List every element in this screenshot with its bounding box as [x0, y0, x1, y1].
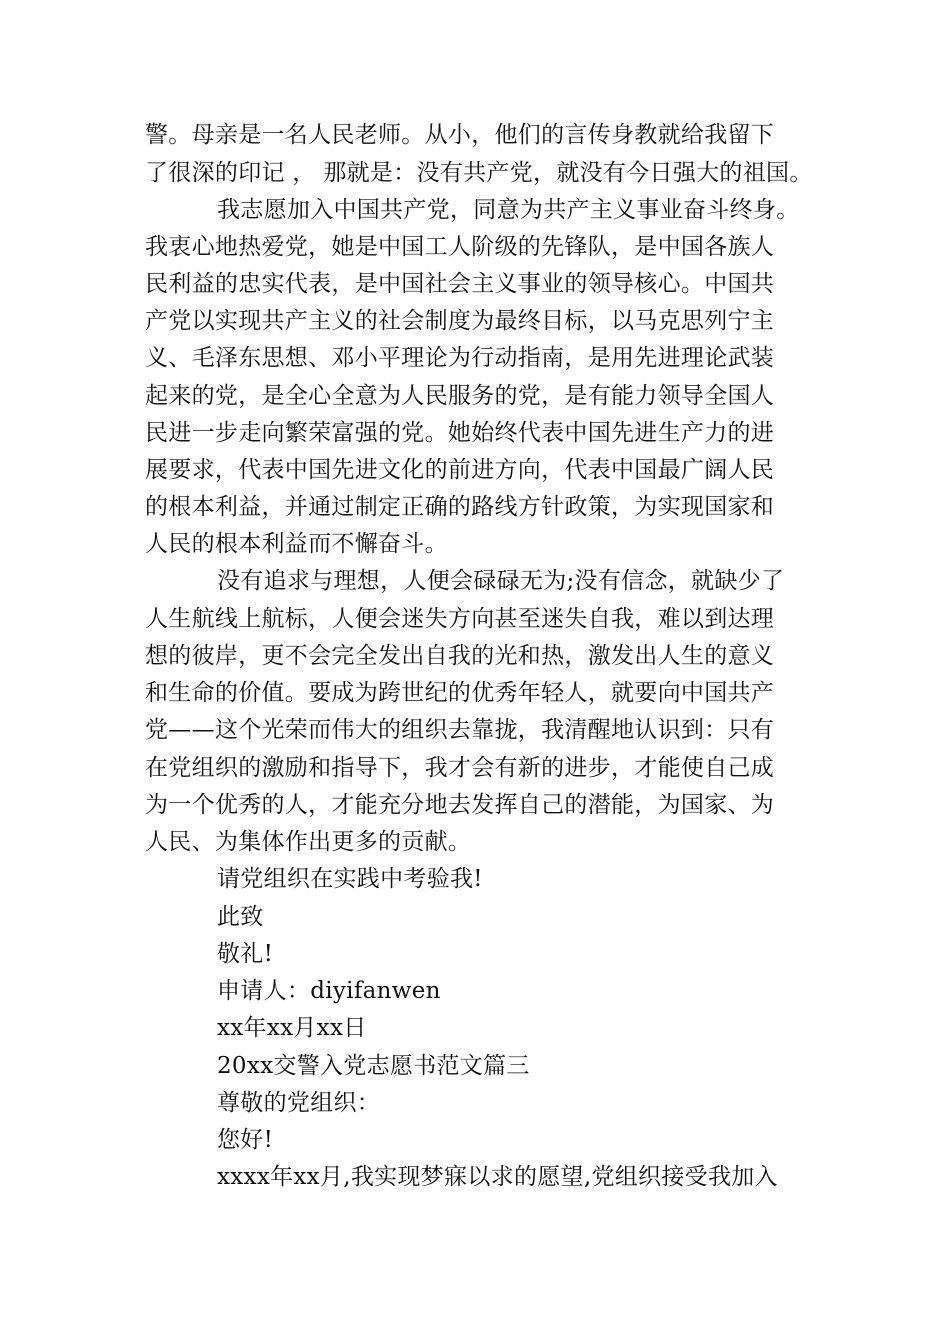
- text-line: xxxx年xx月,我实现梦寐以求的愿望,党组织接受我加入: [217, 1164, 778, 1190]
- text-line: 的根本利益，并通过制定正确的路线方针政策，为实现国家和: [145, 494, 775, 520]
- text-line: 展要求，代表中国先进文化的前进方向，代表中国最广阔人民: [145, 457, 775, 483]
- text-line: 党——这个光荣而伟大的组织去靠拢，我清醒地认识到：只有: [145, 717, 775, 743]
- text-line: 起来的党，是全心全意为人民服务的党，是有能力领导全国人: [145, 383, 775, 409]
- closing-request: 请党组织在实践中考验我!: [217, 866, 483, 892]
- text-line: 义、毛泽东思想、邓小平理论为行动指南，是用先进理论武装: [145, 345, 775, 371]
- text-line: 民利益的忠实代表，是中国社会主义事业的领导核心。中国共: [145, 271, 775, 297]
- text-line: 为一个优秀的人，才能充分地去发挥自己的潜能，为国家、为: [145, 792, 775, 818]
- text-line: 人生航线上航标，人便会迷失方向甚至迷失自我，难以到达理: [145, 606, 775, 632]
- text-line: 在党组织的激励和指导下，我才会有新的进步，才能使自己成: [145, 755, 775, 781]
- text-line: 人民、为集体作出更多的贡献。: [145, 829, 472, 855]
- greeting-line: 尊敬的党组织：: [217, 1090, 381, 1116]
- greeting-hello: 您好!: [217, 1127, 274, 1153]
- date-line: xx年xx月xx日: [217, 1015, 367, 1041]
- section-title: 20xx交警入党志愿书范文篇三: [217, 1053, 530, 1079]
- text-line: 了很深的印记 ， 那就是：没有共产党，就没有今日强大的祖国。: [145, 160, 813, 186]
- paragraph-first-line: 我志愿加入中国共产党，同意为共产主义事业奋斗终身。: [217, 197, 800, 223]
- text-line: 警。母亲是一名人民老师。从小，他们的言传身教就给我留下: [145, 122, 775, 148]
- text-line: 人民的根本利益而不懈奋斗。: [145, 531, 448, 557]
- closing-respect: 敬礼!: [217, 941, 274, 967]
- text-line: 想的彼岸，更不会完全发出自我的光和热，激发出人生的意义: [145, 643, 775, 669]
- paragraph-first-line: 没有追求与理想，人便会碌碌无为;没有信念，就缺少了: [217, 568, 785, 594]
- text-line: 我衷心地热爱党，她是中国工人阶级的先锋队，是中国各族人: [145, 234, 775, 260]
- applicant-line: 申请人：diyifanwen: [217, 978, 441, 1004]
- text-line: 产党以实现共产主义的社会制度为最终目标，以马克思列宁主: [145, 308, 775, 334]
- closing-salutation: 此致: [217, 904, 264, 930]
- text-line: 和生命的价值。要成为跨世纪的优秀年轻人，就要向中国共产: [145, 680, 775, 706]
- text-line: 民进一步走向繁荣富强的党。她始终代表中国先进生产力的进: [145, 420, 775, 446]
